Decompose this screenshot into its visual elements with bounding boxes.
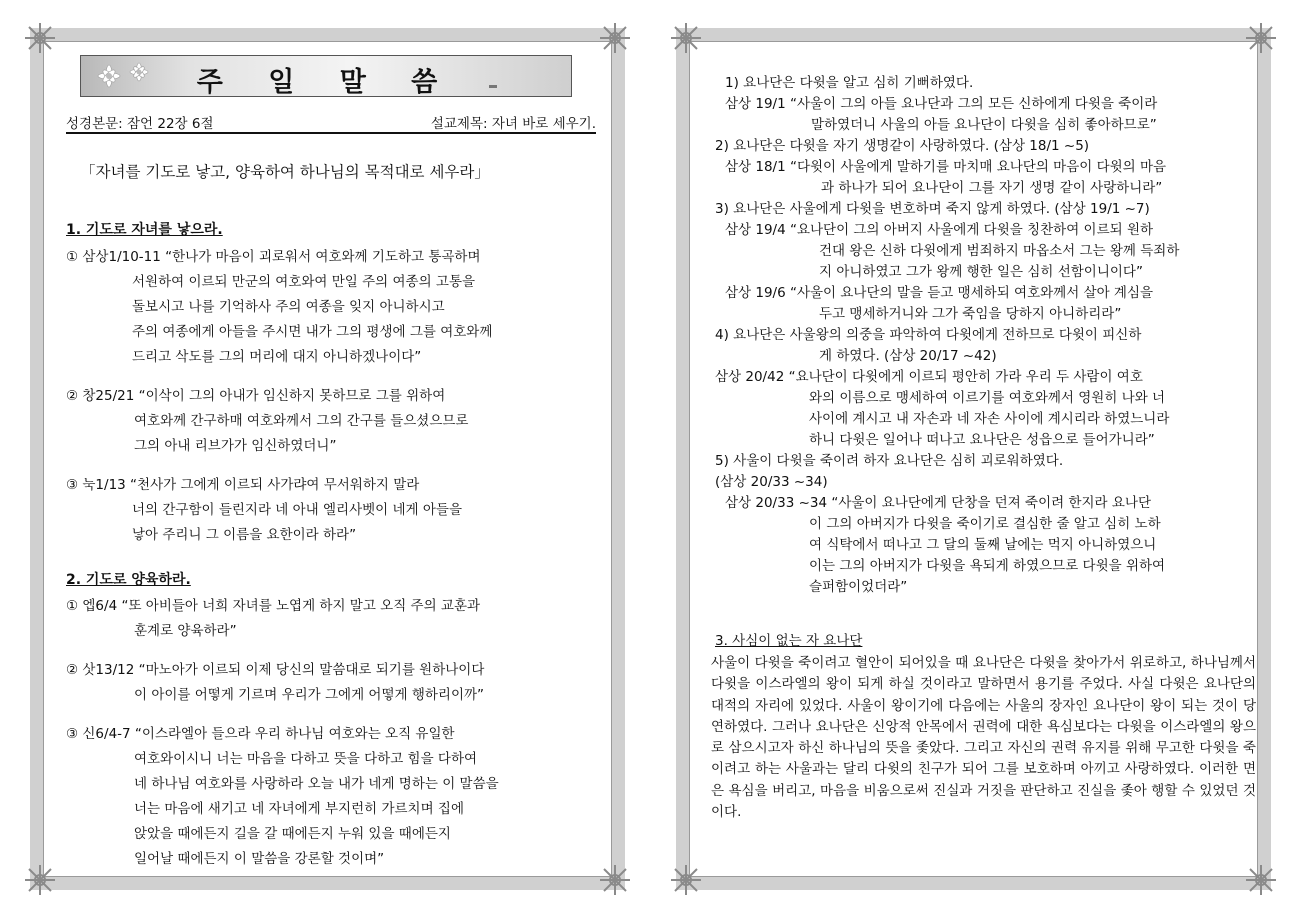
- text-line: 삼상 19/1 “사울이 그의 아들 요나단과 그의 모든 신하에게 다윗을 죽이라: [725, 96, 1158, 112]
- verse-line: 여호와이시니 너는 마음을 다하고 뜻을 다하고 힘을 다하여: [134, 751, 478, 767]
- right-page: [676, 28, 1271, 890]
- verse-line: ① 엡6/4 “또 아비들아 너희 자녀를 노엽게 하지 말고 오직 주의 교훈과: [66, 598, 481, 614]
- verse-line: 돌보시고 나를 기억하사 주의 여종을 잊지 아니하시고: [132, 299, 445, 315]
- text-line: 지 아니하였고 그가 왕께 행한 일은 심히 선함이니이다”: [819, 264, 1143, 280]
- verse-line: 주의 여종에게 아들을 주시면 내가 그의 평생에 그를 여호와께: [132, 324, 493, 340]
- text-line: 여 식탁에서 떠나고 그 달의 둘째 날에는 먹지 아니하였으니: [809, 537, 1157, 553]
- text-line: 와의 이름으로 맹세하여 이르기를 여호와께서 영원히 나와 너: [809, 390, 1166, 406]
- header-divider: [66, 132, 596, 134]
- text-line: 삼상 19/6 “사울이 요나단의 말을 듣고 맹세하되 여호와께서 살아 계심을: [725, 285, 1154, 301]
- corner-ornament-icon: [598, 863, 632, 897]
- verse-line: 낳아 주리니 그 이름을 요한이라 하라”: [132, 527, 357, 543]
- verse-line: 앉았을 때에든지 길을 갈 때에든지 누워 있을 때에든지: [134, 826, 451, 842]
- text-line: 이 그의 아버지가 다윗을 죽이기로 결심한 줄 알고 심히 노하: [809, 516, 1161, 532]
- verse-line: 네 하나님 여호와를 사랑하라 오늘 내가 네게 명하는 이 말씀을: [134, 776, 499, 792]
- verse-line: 너는 마음에 새기고 네 자녀에게 부지런히 가르치며 집에: [134, 801, 464, 817]
- corner-ornament-icon: [1244, 21, 1278, 55]
- text-line: 두고 맹세하거니와 그가 죽임을 당하지 아니하리라”: [819, 306, 1122, 322]
- text-line: 삼상 18/1 “다윗이 사울에게 말하기를 마치매 요나단의 마음이 다윗의 마음: [725, 159, 1167, 175]
- verse-line: 일어날 때에든지 이 말씀을 강론할 것이며”: [134, 851, 385, 867]
- verse-line: 서원하여 이르되 만군의 여호와여 만일 주의 여종의 고통을: [132, 274, 476, 290]
- sermon-banner: [80, 55, 572, 97]
- text-line: 4) 요나단은 사울왕의 의중을 파악하여 다윗에게 전하므로 다윗이 피신하: [715, 327, 1142, 343]
- verse-line: 여호와께 간구하매 여호와께서 그의 간구를 들으셨으므로: [134, 413, 469, 429]
- text-line: (삼상 20/33 ~34): [715, 474, 828, 490]
- text-line: 하니 다윗은 일어나 떠나고 요나단은 성읍으로 들어가니라”: [809, 432, 1155, 448]
- text-line: 건대 왕은 신하 다윗에게 범죄하지 마옵소서 그는 왕께 득죄하: [819, 243, 1180, 259]
- left-page: [30, 28, 625, 890]
- reference-line: [66, 112, 596, 132]
- corner-ornament-icon: [23, 863, 57, 897]
- text-line: 게 하였다. (삼상 20/17 ~42): [819, 348, 997, 364]
- text-line: 삼상 20/42 “요나단이 다윗에게 이르되 평안히 가라 우리 두 사람이 여호: [715, 369, 1143, 385]
- text-line: 5) 사울이 다윗을 죽이려 하자 요나단은 심히 괴로워하였다.: [715, 453, 1064, 469]
- verse-line: ③ 신6/4-7 “이스라엘아 들으라 우리 하나님 여호와는 오직 유일한: [66, 726, 455, 742]
- verse-line: ① 삼상1/10-11 “한나가 마음이 괴로워서 여호와께 기도하고 통곡하며: [66, 249, 481, 265]
- text-line: 1) 요나단은 다윗을 알고 심히 기뻐하였다.: [725, 75, 974, 91]
- text-line: 삼상 20/33 ~34 “사울이 요나단에게 단창을 던져 죽이려 한지라 요나단: [725, 495, 1151, 511]
- text-line: 슬퍼함이었더라”: [809, 579, 908, 595]
- text-line: 과 하나가 되어 요나단이 그를 자기 생명 같이 사랑하니라”: [821, 180, 1163, 196]
- banner-mark: [489, 85, 497, 88]
- verse-line: 이 아이를 어떻게 기르며 우리가 그에게 어떻게 행하리이까”: [134, 687, 485, 703]
- corner-ornament-icon: [669, 863, 703, 897]
- verse-line: 훈계로 양육하라”: [134, 623, 237, 639]
- verse-line: 너의 간구함이 들린지라 네 아내 엘리사벳이 네게 아들을: [132, 502, 462, 518]
- section2-heading: 2. 기도로 양육하라.: [66, 572, 191, 588]
- text-line: 말하였더니 사울의 아들 요나단이 다윗을 심히 좋아하므로”: [811, 117, 1157, 133]
- verse-line: 드리고 삭도를 그의 머리에 대지 아니하겠나이다”: [132, 349, 422, 365]
- corner-ornament-icon: [669, 21, 703, 55]
- corner-ornament-icon: [1244, 863, 1278, 897]
- section3-heading: 3. 사심이 없는 자 요나단: [715, 633, 863, 649]
- text-line: 사이에 계시고 내 자손과 네 자손 사이에 계시리라 하였느니라: [809, 411, 1170, 427]
- scripture-reference: 성경본문: 잠언 22장 6절: [66, 116, 214, 132]
- banner-title: 주 일 말 씀: [196, 67, 456, 98]
- verse-line: ② 삿13/12 “마노아가 이르되 이제 당신의 말씀대로 되기를 원하나이다: [66, 662, 485, 678]
- text-line: 3) 요나단은 사울에게 다윗을 변호하며 죽지 않게 하였다. (삼상 19/1 ~7): [715, 201, 1150, 217]
- text-line: 삼상 19/4 “요나단이 그의 아버지 사울에게 다윗을 칭찬하여 이르되 원하: [725, 222, 1154, 238]
- sermon-theme: 「자녀를 기도로 낳고, 양육하여 하나님의 목적대로 세우라」: [80, 163, 490, 181]
- corner-ornament-icon: [23, 21, 57, 55]
- verse-line: ③ 눅1/13 “천사가 그에게 이르되 사가랴여 무서워하지 말라: [66, 477, 420, 493]
- text-line: 2) 요나단은 다윗을 자기 생명같이 사랑하였다. (삼상 18/1 ~5): [715, 138, 1090, 154]
- sermon-title: 설교제목: 자녀 바로 세우기.: [430, 116, 596, 132]
- text-line: 이는 그의 아버지가 다윗을 욕되게 하였으므로 다윗을 위하여: [809, 558, 1166, 574]
- section1-heading: 1. 기도로 자녀를 낳으라.: [66, 222, 223, 238]
- section3-paragraph: 사울이 다윗을 죽이려고 혈안이 되어있을 때 요나단은 다윗을 찾아가서 위로하고, 하나님께서 다윗을 이스라엘의 왕이 되게 하실 것이라고 말하면서 용기를 주었다. 사실 다윗은 요나단의 대적의 자리에 있었다. 사울이 왕이기에 다음에는 사울의 장자인 요나단이 왕이 되는 것이 당연하였다. 그러나 요나단은 신앙적 안목에서 권력에 대한 욕심보다는 다윗을 이스라엘의 왕으로 삼으시고자 하신 하나님의 뜻을 좇았다. 그리고 자신의 권력 유지를 위해 무고한 다윗을 죽이려고 하는 사울과는 달리 다윗의 친구가 되어 그를 보호하며 아끼고 사랑하였다. 이러한 면은 욕심을 버리고, 마음을 비움으로써 진실과 거짓을 판단하고 진실을 좇아 행할 수 있었던 것이다.: [711, 655, 1256, 821]
- corner-ornament-icon: [598, 21, 632, 55]
- verse-line: ② 창25/21 “이삭이 그의 아내가 임신하지 못하므로 그를 위하여: [66, 388, 446, 404]
- verse-line: 그의 아내 리브가가 임신하였더니”: [134, 438, 337, 454]
